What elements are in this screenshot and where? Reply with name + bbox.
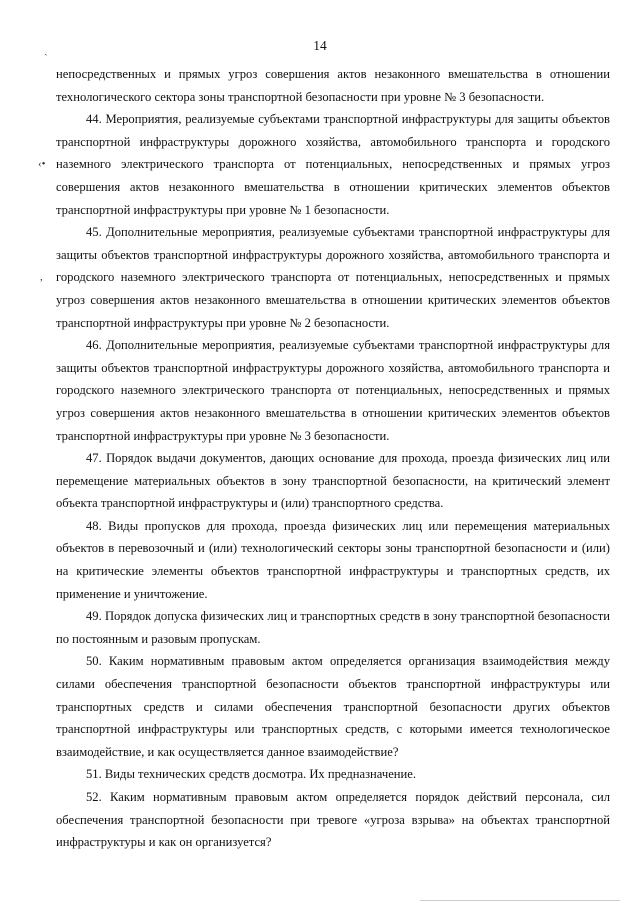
scan-mark: ‹• [38, 158, 46, 170]
scan-edge-line [420, 900, 620, 901]
page-number: 14 [313, 38, 327, 53]
paragraph-52: 52. Каким нормативным правовым актом определяется порядок действий персонала, сил обеспечения транспортной безопасности при тревоге «угроза взрыва» на объектах транспортной инфраструктуры и как он организуется? [56, 790, 610, 850]
paragraph-51: 51. Виды технических средств досмотра. Их предназначение. [86, 767, 417, 782]
document-body [56, 63, 610, 854]
scan-mark: ˎ [44, 44, 48, 56]
paragraph-47: 47. Порядок выдачи документов, дающих основание для прохода, проезда физических лиц или перемещение материальных объектов в зону транспортной безопасности, на критический элемент объекта транспортной инфраструктуры и (или) транспортного средства. [56, 451, 610, 511]
scan-mark: , [40, 271, 43, 283]
paragraph-50: 50. Каким нормативным правовым актом определяется организация взаимодействия между силами обеспечения транспортной безопасности объектов транспортной инфраструктуры или транспортных средств и силами обеспечения транспортной безопасности других объектов транспортной инфраструктуры или транспортных средств, с которыми имеется технологическое взаимодействие, и как осуществляется данное взаимодействие? [56, 654, 610, 759]
paragraph-46: 46. Дополнительные мероприятия, реализуемые субъектами транспортной инфраструктуры для защиты объектов транспортной инфраструктуры дорожного хозяйства, автомобильного транспорта и городского наземного электрического транспорта от потенциальных, непосредственных и прямых угроз совершения актов незаконного вмешательства в отношении критических элементов объектов транспортной инфраструктуры при уровне № 3 безопасности. [56, 338, 610, 443]
paragraph-48: 48. Виды пропусков для прохода, проезда физических лиц или перемещения материальных объектов в перевозочный и (или) технологический секторы зоны транспортной безопасности и (или) на критические элементы объектов транспортной инфраструктуры и транспортных средств, их применение и уничтожение. [56, 518, 610, 601]
paragraph-45: 45. Дополнительные мероприятия, реализуемые субъектами транспортной инфраструктуры для защиты объектов транспортной инфраструктуры дорожного хозяйства, автомобильного транспорта и городского наземного электрического транспорта от потенциальных, непосредственных и прямых угроз совершения актов незаконного вмешательства в отношении критических элементов объектов транспортной инфраструктуры при уровне № 2 безопасности. [56, 225, 610, 330]
paragraph-49: 49. Порядок допуска физических лиц и транспортных средств в зону транспортной безопасности по постоянным и разовым пропускам. [56, 609, 610, 646]
paragraph-44: 44. Мероприятия, реализуемые субъектами транспортной инфраструктуры для защиты объектов транспортной инфраструктуры дорожного хозяйства, автомобильного транспорта и городского наземного электрического транспорта от потенциальных, непосредственных и прямых угроз совершения актов незаконного вмешательства в отношении критических элементов объектов транспортной инфраструктуры при уровне № 1 безопасности. [56, 112, 610, 217]
paragraph-continuation: непосредственных и прямых угроз совершения актов незаконного вмешательства в отношении технологического сектора зоны транспортной безопасности при уровне № 3 безопасности. [56, 67, 610, 104]
